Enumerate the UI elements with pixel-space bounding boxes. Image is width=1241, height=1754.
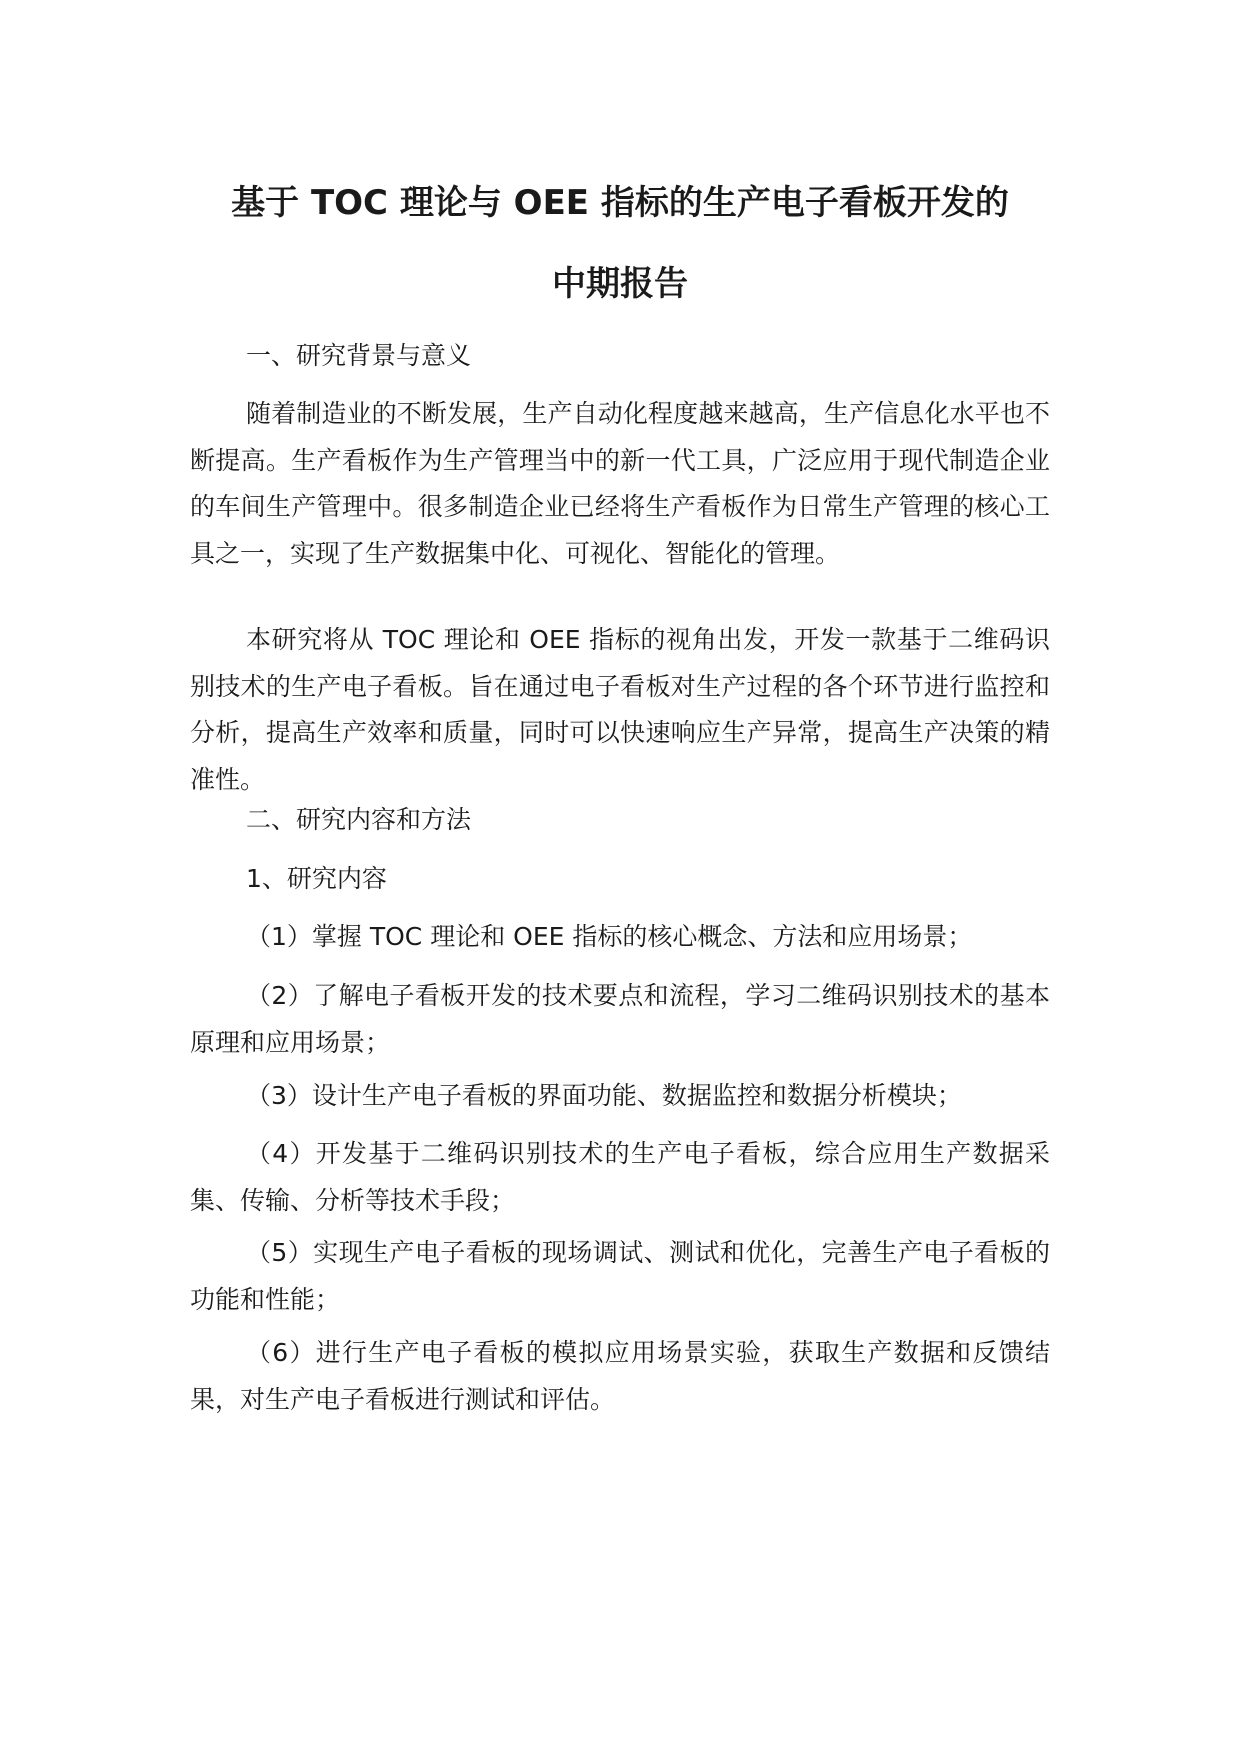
paragraph-research-goal: 本研究将从 TOC 理论和 OEE 指标的视角出发，开发一款基于二维码识别技术的生产电子看板。旨在通过电子看板对生产过程的各个环节进行监控和分析，提高生产效率和质量，同时可以快速响应生产异常，提高生产决策的精准性。: [190, 625, 1050, 794]
section-heading-content-method: 二、研究内容和方法: [246, 805, 472, 834]
list-item: （2）了解电子看板开发的技术要点和流程，学习二维码识别技术的基本原理和应用场景；: [190, 981, 1050, 1057]
section-heading-background: 一、研究背景与意义: [246, 341, 472, 370]
list-item: （1）掌握 TOC 理论和 OEE 指标的核心概念、方法和应用场景；: [246, 922, 973, 951]
subsection-heading-research-content: 1、研究内容: [246, 864, 387, 893]
list-item: （6）进行生产电子看板的模拟应用场景实验，获取生产数据和反馈结果，对生产电子看板进行测试和评估。: [190, 1338, 1050, 1414]
list-item: （3）设计生产电子看板的界面功能、数据监控和数据分析模块；: [246, 1081, 962, 1110]
document-title-line-2: 中期报告: [552, 264, 688, 304]
list-item: （5）实现生产电子看板的现场调试、测试和优化，完善生产电子看板的功能和性能；: [190, 1238, 1050, 1314]
paragraph-background: 随着制造业的不断发展，生产自动化程度越来越高，生产信息化水平也不断提高。生产看板作为生产管理当中的新一代工具，广泛应用于现代制造企业的车间生产管理中。很多制造企业已经将生产看板作为日常生产管理的核心工具之一，实现了生产数据集中化、可视化、智能化的管理。: [190, 399, 1050, 568]
list-item: （4）开发基于二维码识别技术的生产电子看板，综合应用生产数据采集、传输、分析等技术手段；: [190, 1139, 1050, 1215]
document-title-line-1: 基于 TOC 理论与 OEE 指标的生产电子看板开发的: [231, 183, 1009, 223]
